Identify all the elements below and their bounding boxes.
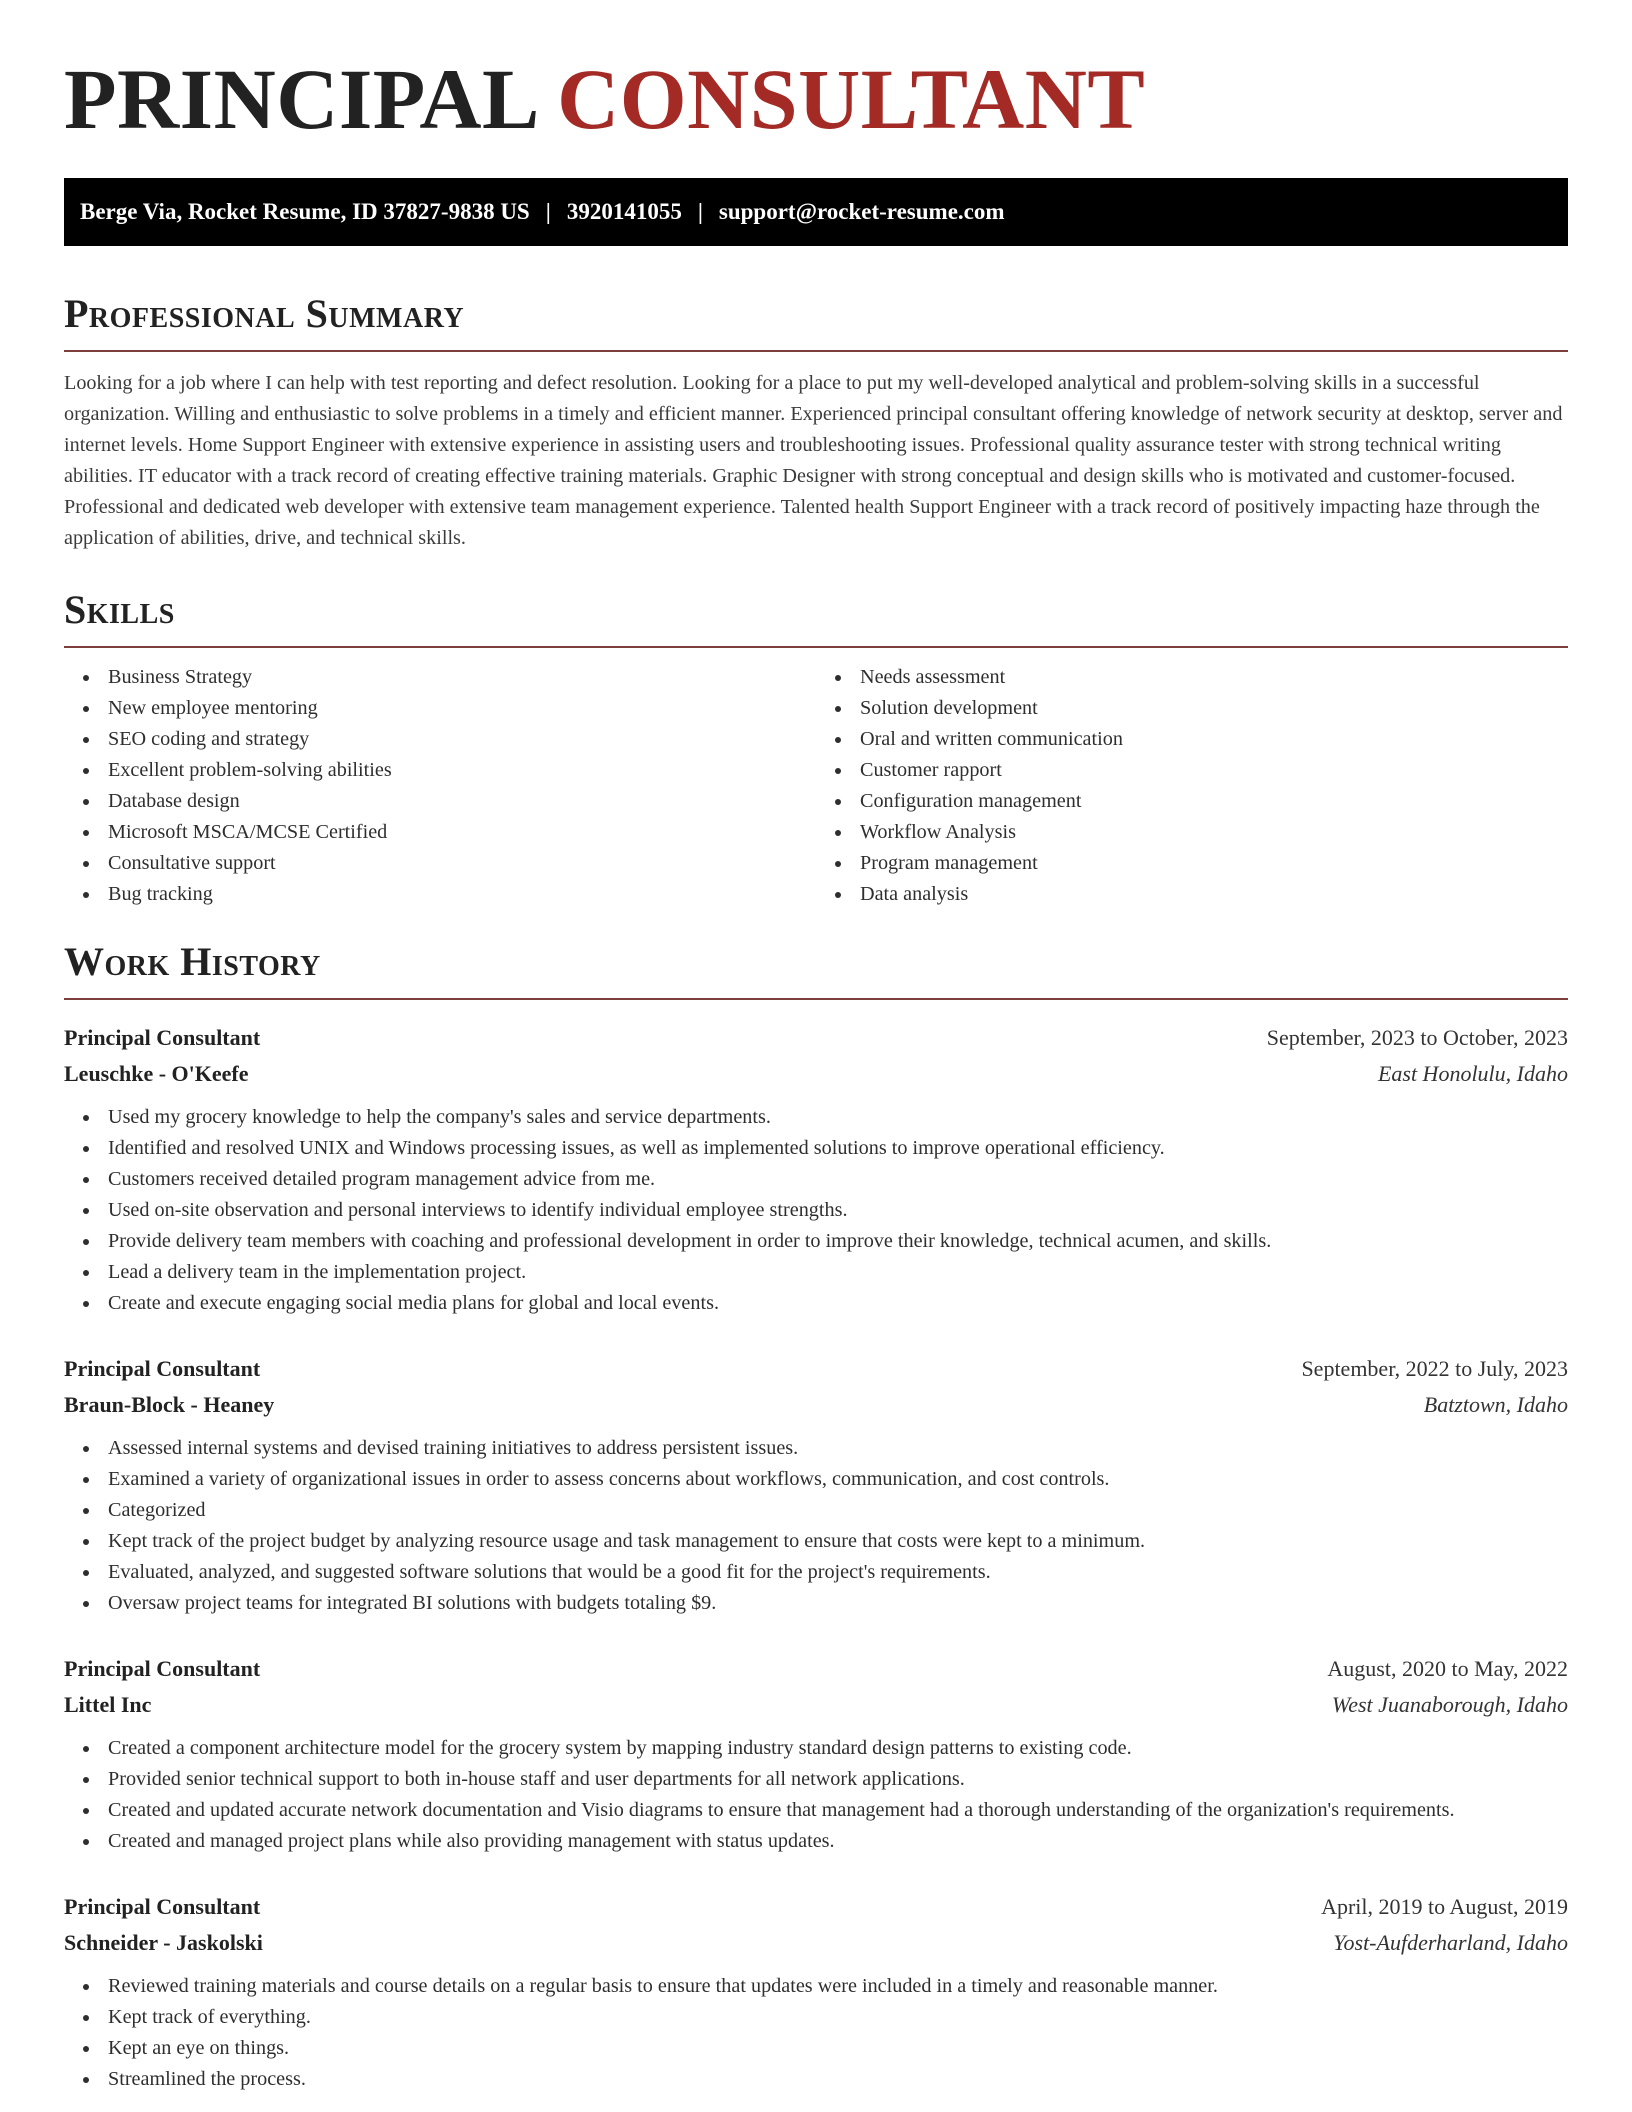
skill-item: Customer rapport bbox=[860, 755, 1568, 786]
job-location: East Honolulu, Idaho bbox=[1377, 1061, 1568, 1086]
summary-text: Looking for a job where I can help with test reporting and defect resolution. Looking for a place to put my well-developed analytical and problem-solving skills in a successful organization. Willing and enthusiastic to solve problems in a timely and efficient manner. Experienced principal consultant offering knowledge of network security at desktop, server and internet levels. Home Support Engineer with extensive experience in assisting users and troubleshooting issues. Professional quality assurance tester with strong technical writing abilities. IT educator with a track record of creating effective training materials. Graphic Designer with strong conceptual and design skills who is motivated and customer-focused. Professional and dedicated web developer with extensive team management experience. Talented health Support Engineer with a track record of positively impacting haze through the application of abilities, drive, and technical skills. bbox=[64, 372, 1563, 549]
skill-item: Program management bbox=[860, 848, 1568, 879]
job-bullet: Evaluated, analyzed, and suggested software solutions that would be a good fit for the project's requirements. bbox=[108, 1557, 1568, 1588]
job-entry bbox=[64, 1889, 1568, 2095]
skill-item: Solution development bbox=[860, 693, 1568, 724]
job-bullet: Used my grocery knowledge to help the company's sales and service departments. bbox=[108, 1102, 1568, 1133]
job-bullet: Reviewed training materials and course details on a regular basis to ensure that updates were included in a timely and reasonable manner. bbox=[108, 1971, 1568, 2002]
first-name: PRINCIPAL bbox=[64, 51, 536, 147]
job-entry bbox=[64, 1351, 1568, 1619]
skill-item: New employee mentoring bbox=[108, 693, 816, 724]
job-bullet: Created and updated accurate network documentation and Visio diagrams to ensure that management had a thorough understanding of the organization's requirements. bbox=[108, 1795, 1568, 1826]
job-location: Yost-Aufderharland, Idaho bbox=[1333, 1930, 1568, 1955]
job-bullet: Categorized bbox=[108, 1495, 1568, 1526]
job-bullet: Assessed internal systems and devised training initiatives to address persistent issues. bbox=[108, 1433, 1568, 1464]
job-dates: April, 2019 to August, 2019 bbox=[1321, 1894, 1568, 1919]
skill-item: Configuration management bbox=[860, 786, 1568, 817]
job-bullet: Create and execute engaging social media plans for global and local events. bbox=[108, 1288, 1568, 1319]
skill-item: Workflow Analysis bbox=[860, 817, 1568, 848]
skill-item: Database design bbox=[108, 786, 816, 817]
skill-item: Bug tracking bbox=[108, 879, 816, 910]
section-divider bbox=[64, 646, 1568, 648]
skill-item: Microsoft MSCA/MCSE Certified bbox=[108, 817, 816, 848]
job-company: Littel Inc bbox=[64, 1692, 152, 1717]
job-bullets bbox=[64, 1433, 1568, 1619]
section-divider bbox=[64, 350, 1568, 352]
skill-item: Excellent problem-solving abilities bbox=[108, 755, 816, 786]
skill-item: Business Strategy bbox=[108, 662, 816, 693]
job-title: Principal Consultant bbox=[64, 1356, 261, 1381]
job-bullets bbox=[64, 1102, 1568, 1319]
skills-column-left bbox=[64, 662, 816, 910]
job-bullet: Used on-site observation and personal interviews to identify individual employee strengths. bbox=[108, 1195, 1568, 1226]
skills-heading: Skills bbox=[64, 587, 175, 632]
contact-address: Berge Via, Rocket Resume, ID 37827-9838 US bbox=[80, 199, 530, 224]
skill-item: Needs assessment bbox=[860, 662, 1568, 693]
skill-item: Consultative support bbox=[108, 848, 816, 879]
job-bullet: Created a component architecture model for the grocery system by mapping industry standard design patterns to existing code. bbox=[108, 1733, 1568, 1764]
job-title: Principal Consultant bbox=[64, 1656, 261, 1681]
job-dates: September, 2022 to July, 2023 bbox=[1301, 1356, 1568, 1381]
skills-column-right bbox=[816, 662, 1568, 910]
job-company: Schneider - Jaskolski bbox=[64, 1930, 263, 1955]
job-bullet: Customers received detailed program management advice from me. bbox=[108, 1164, 1568, 1195]
contact-bar bbox=[64, 178, 1568, 246]
skills-list bbox=[64, 662, 1568, 910]
job-bullet: Examined a variety of organizational issues in order to assess concerns about workflows, communication, and cost controls. bbox=[108, 1464, 1568, 1495]
contact-phone: 3920141055 bbox=[566, 199, 682, 224]
job-bullets bbox=[64, 1971, 1568, 2095]
job-bullets bbox=[64, 1733, 1568, 1857]
job-company: Leuschke - O'Keefe bbox=[64, 1061, 249, 1086]
work-history-heading: Work History bbox=[64, 939, 321, 984]
job-dates: August, 2020 to May, 2022 bbox=[1327, 1656, 1568, 1681]
job-bullet: Provided senior technical support to both in-house staff and user departments for all network applications. bbox=[108, 1764, 1568, 1795]
contact-email: support@rocket-resume.com bbox=[718, 199, 1005, 224]
job-bullet: Kept an eye on things. bbox=[108, 2033, 1568, 2064]
job-bullet: Oversaw project teams for integrated BI solutions with budgets totaling $9. bbox=[108, 1588, 1568, 1619]
job-entry bbox=[64, 1020, 1568, 1319]
skill-item: Data analysis bbox=[860, 879, 1568, 910]
job-bullet: Streamlined the process. bbox=[108, 2064, 1568, 2095]
job-bullet: Lead a delivery team in the implementation project. bbox=[108, 1257, 1568, 1288]
job-title: Principal Consultant bbox=[64, 1025, 261, 1050]
job-bullet: Created and managed project plans while also providing management with status updates. bbox=[108, 1826, 1568, 1857]
resume-name bbox=[64, 51, 1568, 147]
skill-item: Oral and written communication bbox=[860, 724, 1568, 755]
section-divider bbox=[64, 998, 1568, 1000]
job-bullet: Kept track of everything. bbox=[108, 2002, 1568, 2033]
job-location: Batztown, Idaho bbox=[1423, 1392, 1568, 1417]
job-company: Braun-Block - Heaney bbox=[64, 1392, 275, 1417]
job-bullet: Provide delivery team members with coaching and professional development in order to improve their knowledge, technical acumen, and skills. bbox=[108, 1226, 1568, 1257]
summary-heading: Professional Summary bbox=[64, 291, 465, 336]
job-dates: September, 2023 to October, 2023 bbox=[1266, 1025, 1568, 1050]
job-bullet: Kept track of the project budget by analyzing resource usage and task management to ensure that costs were kept to a minimum. bbox=[108, 1526, 1568, 1557]
skill-item: SEO coding and strategy bbox=[108, 724, 816, 755]
job-location: West Juanaborough, Idaho bbox=[1331, 1692, 1568, 1717]
job-bullet: Identified and resolved UNIX and Windows processing issues, as well as implemented solutions to improve operational efficiency. bbox=[108, 1133, 1568, 1164]
job-entry bbox=[64, 1651, 1568, 1857]
job-title: Principal Consultant bbox=[64, 1894, 261, 1919]
contact-separator: | bbox=[545, 199, 551, 224]
last-name: CONSULTANT bbox=[557, 51, 1146, 147]
contact-separator: | bbox=[697, 199, 703, 224]
